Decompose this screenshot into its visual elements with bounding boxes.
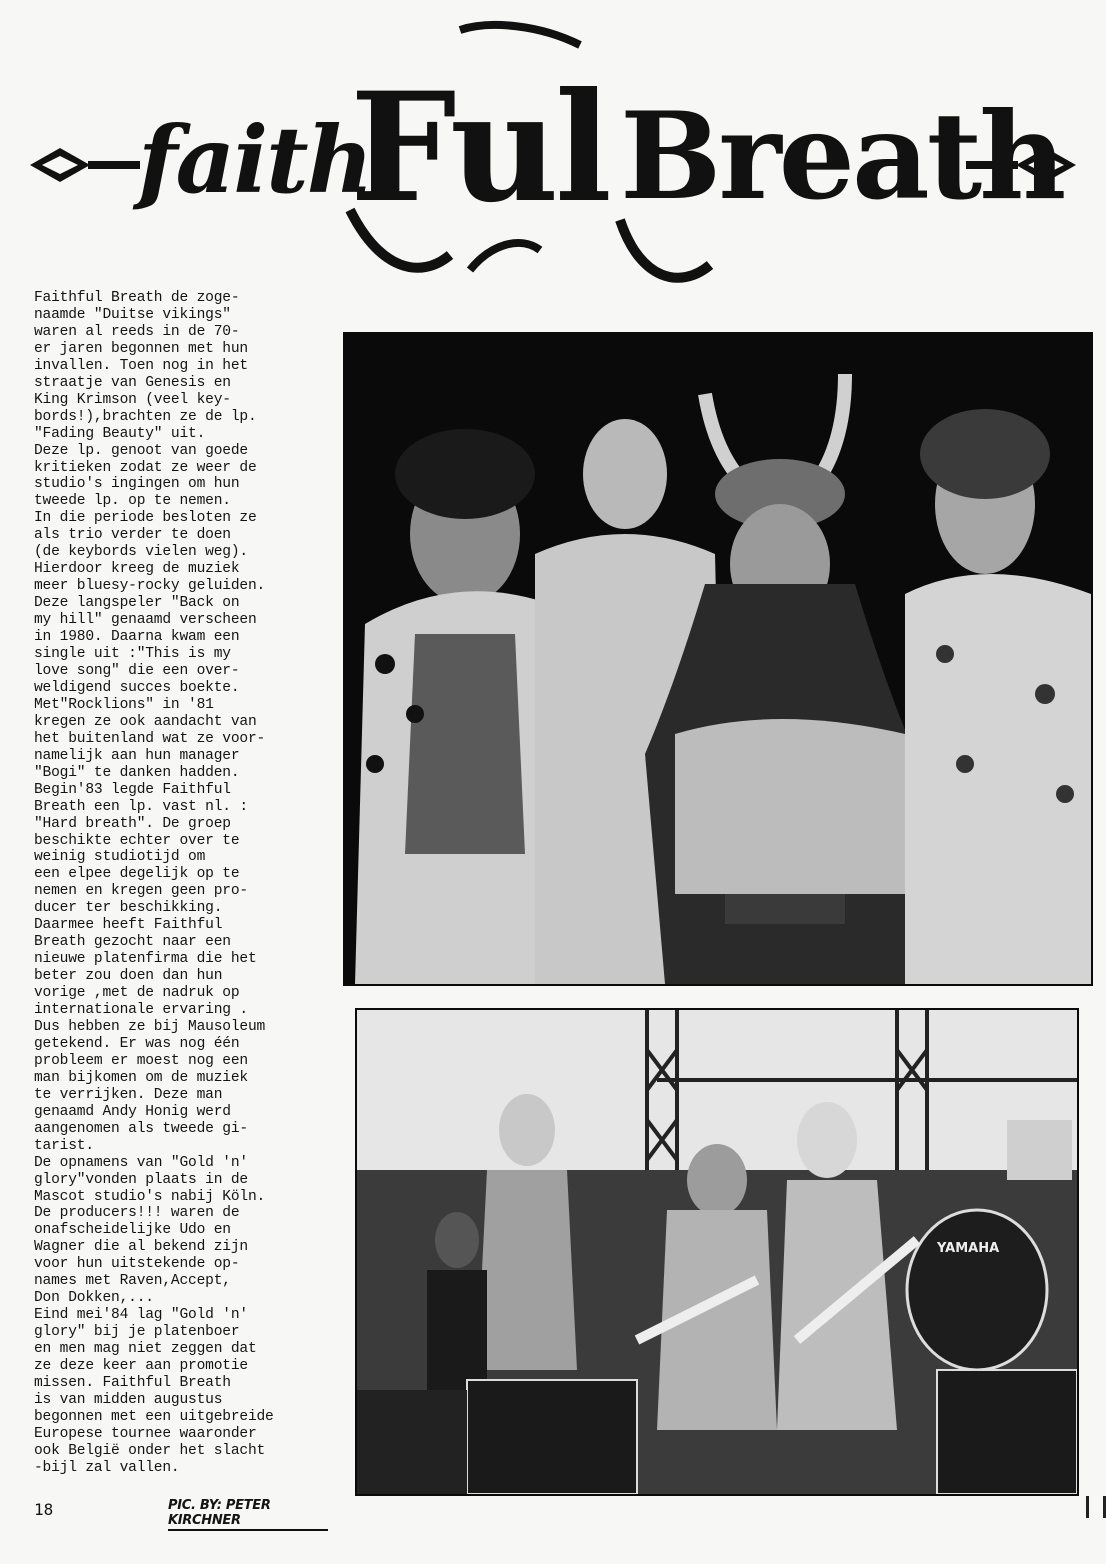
article-line: "Hard breath". De groep [34, 815, 231, 832]
article-line: namelijk aan hun manager [34, 747, 240, 764]
article-line: waren al reeds in de 70- [34, 323, 240, 340]
masthead-logo [20, 20, 1086, 310]
article-line: De opnamens van "Gold 'n' [34, 1154, 248, 1171]
photo-credit: PIC. BY: PETER KIRCHNER [168, 1498, 328, 1531]
article-line: te verrijken. Deze man [34, 1086, 223, 1103]
article-line: studio's ingingen om hun [34, 476, 240, 493]
article-line: Eind mei'84 lag "Gold 'n' [34, 1307, 248, 1324]
article-line: "Bogi" te danken hadden. [34, 764, 240, 781]
article-line: meer bluesy-rocky geluiden. [34, 578, 266, 595]
article-line: Europese tournee waaronder [34, 1425, 257, 1442]
article-line: en men mag niet zeggen dat [34, 1341, 257, 1358]
page-number: 18 [34, 1500, 54, 1519]
article-line: ook België onder het slacht [34, 1442, 266, 1459]
article-line: single uit :"This is my [34, 646, 231, 663]
article-line: getekend. Er was nog één [34, 1035, 240, 1052]
article-line: tweede lp. op te nemen. [34, 493, 231, 510]
article-line: Hierdoor kreeg de muziek [34, 561, 240, 578]
article-line: internationale ervaring . [34, 1002, 248, 1019]
article-line: kregen ze ook aandacht van [34, 713, 257, 730]
article-line: als trio verder te doen [34, 527, 231, 544]
band-portrait-photo [343, 332, 1093, 986]
article-line: ze deze keer aan promotie [34, 1358, 248, 1375]
title-part-ful: Ful [350, 60, 608, 236]
article-line: probleem er moest nog een [34, 1052, 248, 1069]
edge-mark [1086, 1496, 1106, 1518]
article-line: Daarmee heeft Faithful [34, 917, 223, 934]
article-line: man bijkomen om de muziek [34, 1069, 248, 1086]
article-line: beschikte echter over te [34, 832, 240, 849]
article-line: vorige ,met de nadruk op [34, 985, 240, 1002]
article-line: Deze lp. genoot van goede [34, 442, 248, 459]
article-line: my hill" genaamd verscheen [34, 612, 257, 629]
title-part-breath: Breath [620, 86, 1064, 227]
article-line: invallen. Toen nog in het [34, 357, 248, 374]
article-line: een elpee degelijk op te [34, 866, 240, 883]
article-line: King Krimson (veel key- [34, 391, 231, 408]
article-line: bords!),brachten ze de lp. [34, 408, 257, 425]
article-line: tarist. [34, 1137, 94, 1154]
article-line: (de keybords vielen weg). [34, 544, 248, 561]
article-line: Met"Rocklions" in '81 [34, 696, 214, 713]
article-line: begonnen met een uitgebreide [34, 1408, 274, 1425]
article-line: nieuwe platenfirma die het [34, 951, 257, 968]
article-line: voor hun uitstekende op- [34, 1256, 240, 1273]
article-body [34, 290, 334, 1485]
article-line: names met Raven,Accept, [34, 1273, 231, 1290]
article-line: "Fading Beauty" uit. [34, 425, 206, 442]
article-line: Faithful Breath de zoge- [34, 290, 240, 306]
drum-logo-text: YAMAHA [937, 1241, 1000, 1256]
article-line: beter zou doen dan hun [34, 968, 223, 985]
article-line: weinig studiotijd om [34, 849, 206, 866]
article-line: Dus hebben ze bij Mausoleum [34, 1018, 266, 1035]
article-line: missen. Faithful Breath [34, 1375, 231, 1391]
article-line: straatje van Genesis en [34, 374, 231, 391]
article-line: genaamd Andy Honig werd [34, 1103, 231, 1120]
article-line: aangenomen als tweede gi- [34, 1120, 248, 1137]
article-line: er jaren begonnen met hun [34, 340, 248, 357]
article-line: het buitenland wat ze voor- [34, 730, 266, 747]
article-line: Mascot studio's nabij Köln. [34, 1188, 266, 1205]
band-live-photo [355, 1008, 1079, 1496]
article-line: Begin'83 legde Faithful [34, 781, 231, 798]
article-line: nemen en kregen geen pro- [34, 883, 248, 900]
article-line: -bijl zal vallen. [34, 1459, 180, 1476]
article-line: In die periode besloten ze [34, 510, 257, 527]
article-line: weldigend succes boekte. [34, 679, 240, 696]
article-line: glory" bij je platenboer [34, 1324, 240, 1341]
article-line: glory"vonden plaats in de [34, 1171, 248, 1188]
masthead [20, 20, 1086, 310]
article-line: Don Dokken,... [34, 1290, 154, 1307]
article-line: De producers!!! waren de [34, 1205, 240, 1222]
title-part-faith: faith [138, 106, 372, 214]
left-ornament-icon [30, 148, 140, 182]
article-line: naamde "Duitse vikings" [34, 306, 231, 323]
article-line: is van midden augustus [34, 1391, 223, 1408]
article-line: in 1980. Daarna kwam een [34, 629, 240, 646]
article-line: ducer ter beschikking. [34, 900, 223, 917]
article-line: kritieken zodat ze weer de [34, 459, 257, 476]
article-line: Wagner die al bekend zijn [34, 1239, 248, 1256]
article-line: onafscheidelijke Udo en [34, 1222, 231, 1239]
article-line: Deze langspeler "Back on [34, 595, 240, 612]
article-line: love song" die een over- [34, 662, 240, 679]
article-line: Breath gezocht naar een [34, 934, 231, 951]
article-line: Breath een lp. vast nl. : [34, 798, 248, 815]
